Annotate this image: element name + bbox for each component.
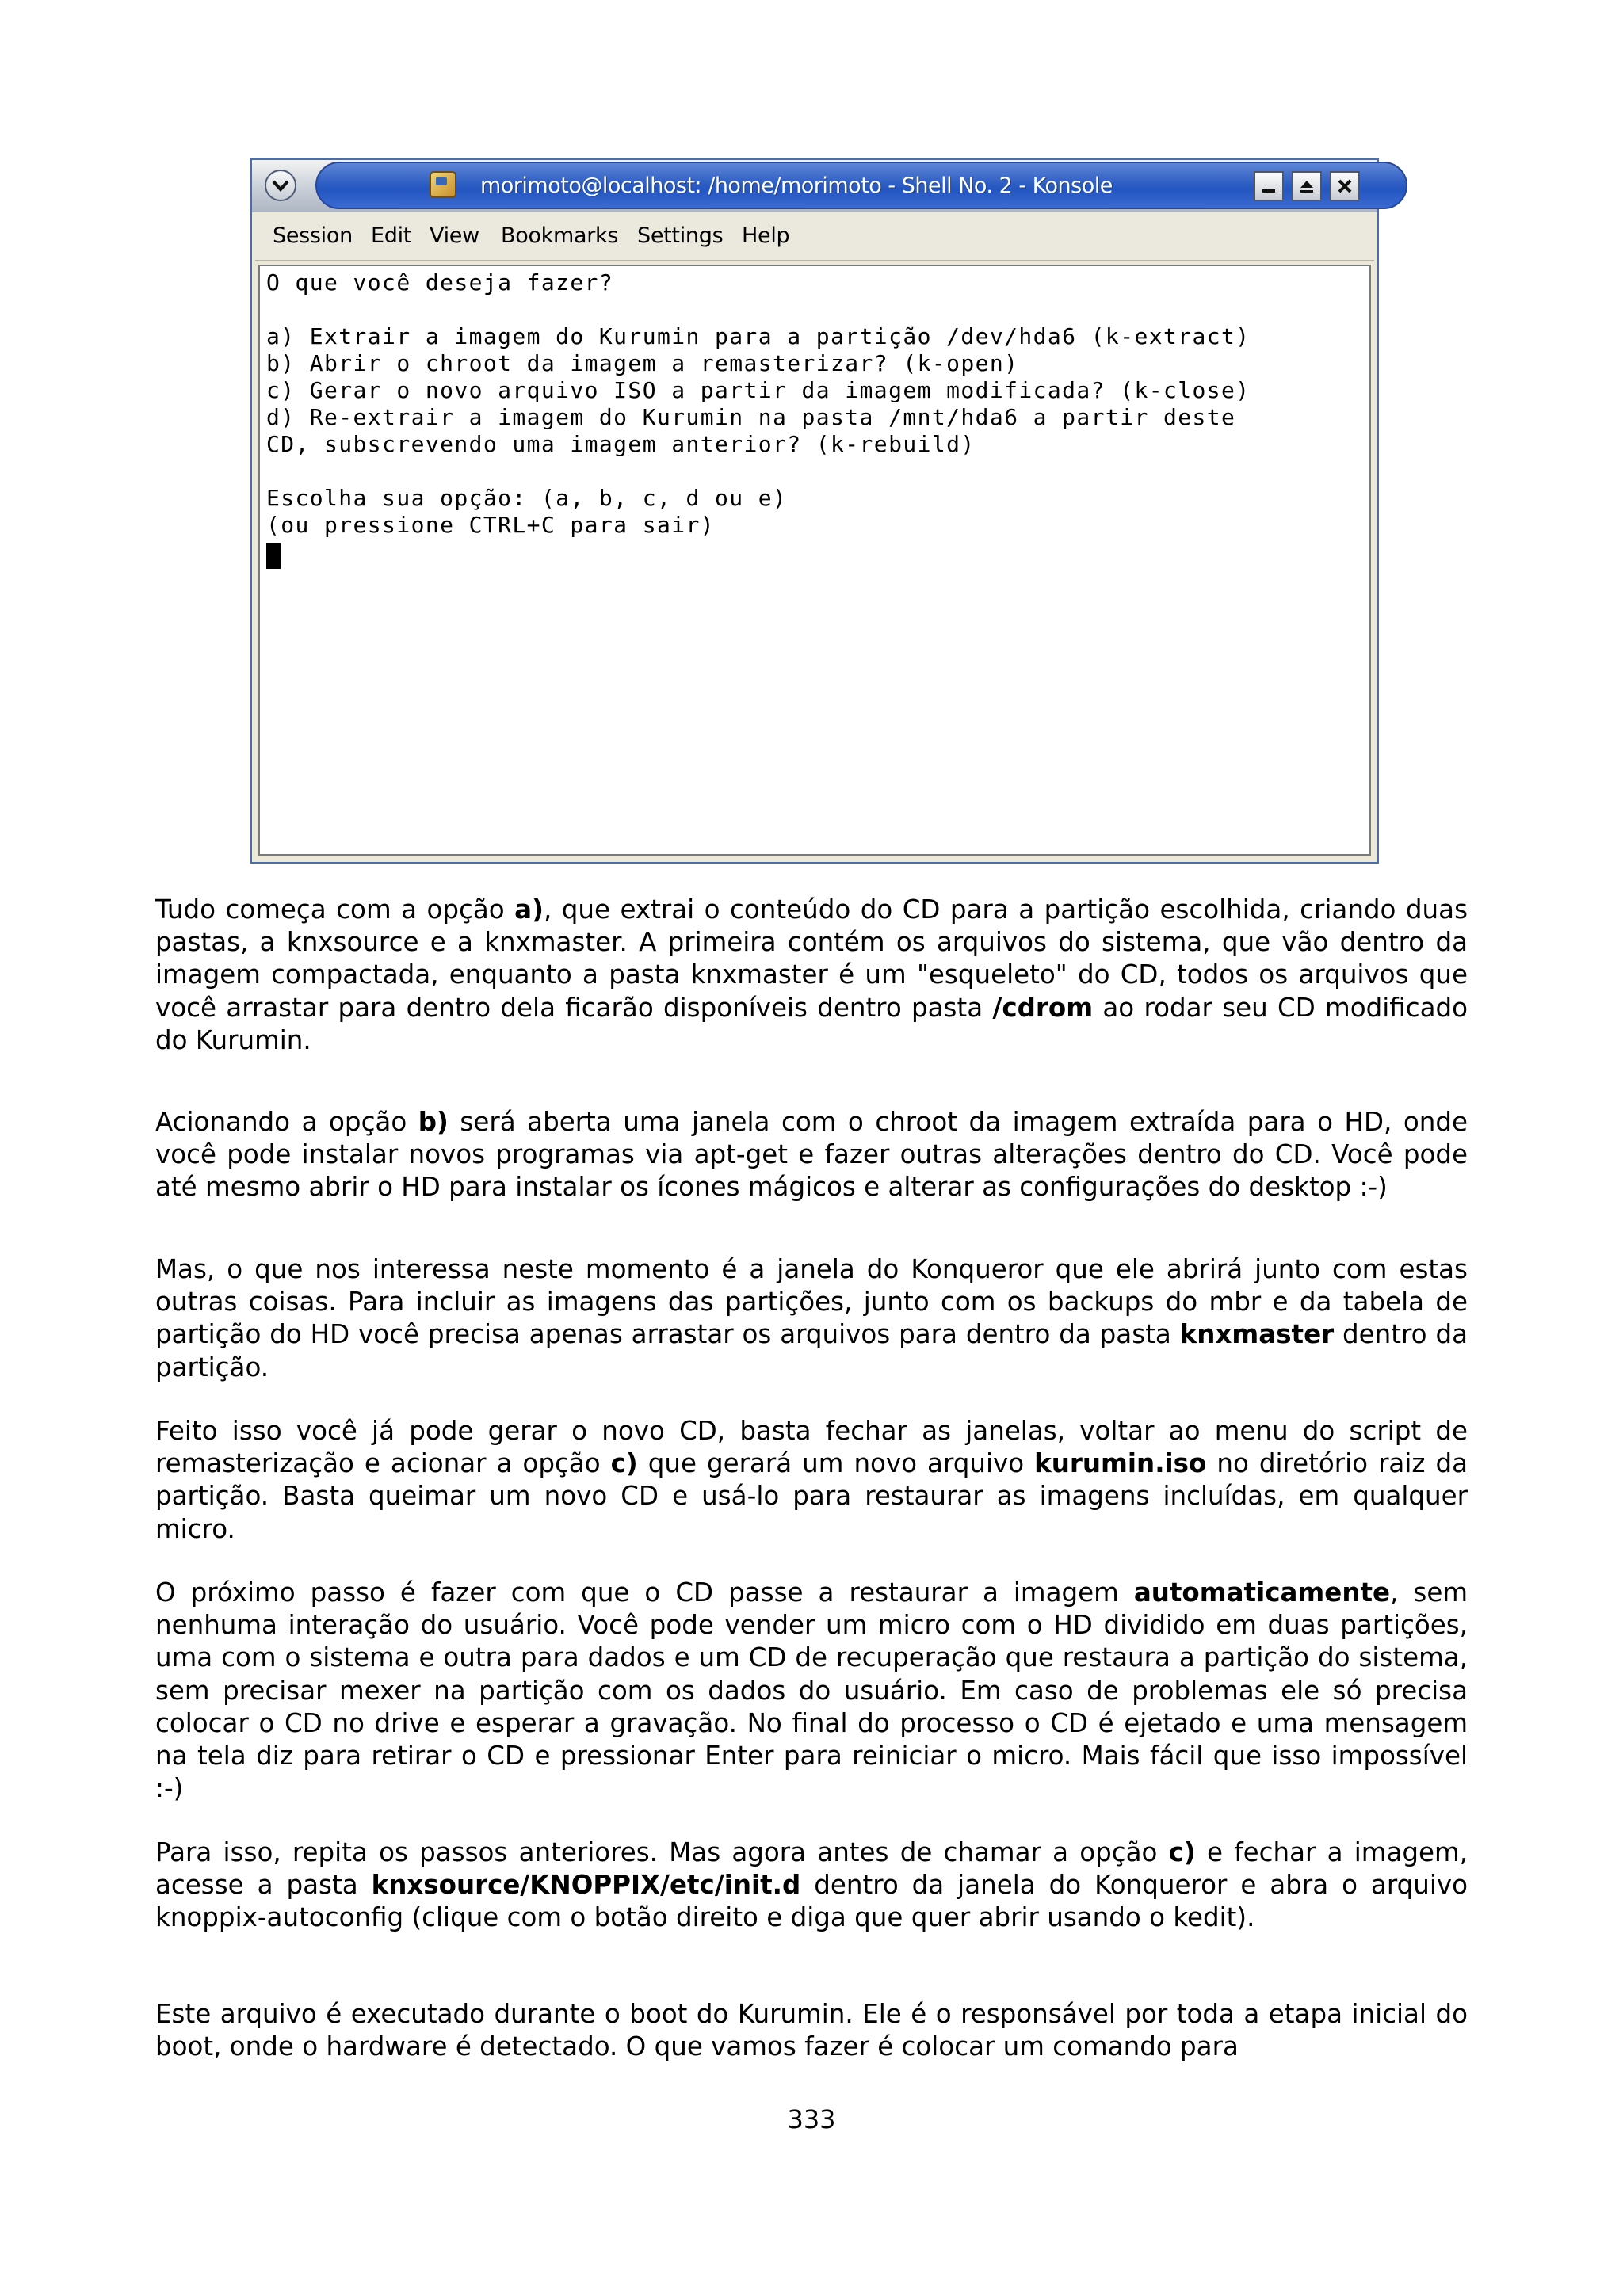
terminal-line: O que você deseja fazer?: [266, 269, 614, 296]
maximize-icon: [1298, 177, 1316, 195]
text-run: dentro da partição.: [155, 1319, 1468, 1383]
menu-settings[interactable]: Settings: [637, 223, 724, 248]
window-menu-button[interactable]: [265, 170, 296, 201]
bold-text: knxmaster: [1179, 1319, 1335, 1350]
terminal-line: (ou pressione CTRL+C para sair): [266, 512, 715, 538]
menu-bar: [255, 214, 1374, 261]
text-run: dentro da janela do Konqueror e abra o arquivo knoppix-autoconfig (clique com o botão direito e diga que quer abrir usando o kedit).: [155, 1870, 1468, 1933]
terminal-line: b) Abrir o chroot da imagem a remasterizar? (k-open): [266, 350, 1019, 376]
bold-text: kurumin.iso: [1034, 1448, 1207, 1479]
terminal-line: CD, subscrevendo uma imagem anterior? (k-rebuild): [266, 431, 976, 457]
menu-bookmarks[interactable]: Bookmarks: [501, 223, 619, 248]
text-run: Mas, o que nos interessa neste momento é a janela do Konqueror que ele abrirá junto com estas outras coisas. Para incluir as imagens das partições, junto com os backups do mbr e da tabela de partição do HD você precisa apenas arrastar os arquivos para dentro da pasta: [155, 1254, 1468, 1350]
text-run: e fechar a imagem, acesse a pasta: [155, 1837, 1468, 1901]
chevron-down-icon: [272, 179, 289, 192]
terminal-line: a) Extrair a imagem do Kurumin para a partição /dev/hda6 (k-extract): [266, 323, 1251, 349]
bold-text: /cdrom: [992, 992, 1094, 1023]
paragraph-4: [155, 1415, 1468, 1546]
menu-help[interactable]: Help: [742, 223, 790, 248]
paragraph-2: [155, 1106, 1468, 1204]
text-run: , que extrai o conteúdo do CD para a partição escolhida, criando duas pastas, a knxsource e a knxmaster. A primeira contém os arquivos do sistema, que vão dentro da imagem compactada, enquanto a pasta knxmaster é um "esqueleto" do CD, todos os arquivos que você arrastar para dentro dela ficarão disponíveis dentro pasta: [155, 894, 1468, 1023]
bold-text: c): [1168, 1837, 1196, 1867]
text-run: que gerará um novo arquivo: [637, 1448, 1035, 1479]
konsole-icon: [430, 171, 456, 198]
title-bar[interactable]: [252, 160, 1377, 212]
paragraph-6: [155, 1836, 1468, 1935]
bold-text: automaticamente: [1133, 1577, 1391, 1608]
minimize-icon: [1260, 177, 1277, 195]
close-icon: [1336, 177, 1354, 195]
title-pill: [315, 162, 1407, 209]
bold-text: b): [418, 1107, 449, 1137]
text-run: O próximo passo é fazer com que o CD passe a restaurar a imagem: [155, 1577, 1134, 1608]
terminal-line: c) Gerar o novo arquivo ISO a partir da imagem modificada? (k-close): [266, 377, 1251, 403]
paragraph-5: [155, 1577, 1468, 1805]
text-run: ao rodar seu CD modificado do Kurumin.: [155, 992, 1468, 1055]
terminal-line: Escolha sua opção: (a, b, c, d ou e): [266, 485, 788, 511]
bold-text: a): [514, 894, 544, 925]
menu-view[interactable]: View: [430, 223, 479, 248]
paragraph-7: [155, 1998, 1468, 2063]
window-title: morimoto@localhost: /home/morimoto - Shell No. 2 - Konsole: [480, 174, 1113, 198]
maximize-button[interactable]: [1292, 171, 1322, 201]
text-run: Tudo começa com a opção: [155, 894, 515, 925]
menu-edit[interactable]: Edit: [371, 223, 412, 248]
text-run: no diretório raiz da partição. Basta queimar um novo CD e usá-lo para restaurar as imagens incluídas, em qualquer micro.: [155, 1448, 1468, 1544]
terminal-line: d) Re-extrair a imagem do Kurumin na pasta /mnt/hda6 a partir deste: [266, 404, 1236, 430]
minimize-button[interactable]: [1254, 171, 1284, 201]
paragraph-1: [155, 894, 1468, 1057]
text-run: Acionando a opção: [155, 1107, 418, 1137]
text-run: Para isso, repita os passos anteriores. Mas agora antes de chamar a opção: [155, 1837, 1169, 1867]
terminal-cursor: [266, 543, 281, 569]
text-run: Feito isso você já pode gerar o novo CD, basta fechar as janelas, voltar ao menu do script de remasterização e acionar a opção: [155, 1416, 1468, 1479]
close-button[interactable]: [1330, 171, 1360, 201]
terminal-area[interactable]: [258, 265, 1371, 856]
text-run: Este arquivo é executado durante o boot do Kurumin. Ele é o responsável por toda a etapa inicial do boot, onde o hardware é detectado. O que vamos fazer é colocar um comando para: [155, 1999, 1468, 2062]
paragraph-3: [155, 1253, 1468, 1384]
menu-session[interactable]: Session: [273, 223, 353, 248]
konsole-window: [250, 158, 1379, 864]
page-number: 333: [787, 2104, 836, 2134]
bold-text: c): [610, 1448, 638, 1479]
text-run: será aberta uma janela com o chroot da imagem extraída para o HD, onde você pode instalar novos programas via apt-get e fazer outras alterações dentro do CD. Você pode até mesmo abrir o HD para instalar os ícones mágicos e alterar as configurações do desktop :-): [155, 1107, 1468, 1203]
bold-text: knxsource/KNOPPIX/etc/init.d: [371, 1870, 801, 1901]
text-run: , sem nenhuma interação do usuário. Você pode vender um micro com o HD dividido em duas partições, uma com o sistema e outra para dados e um CD de recuperação que restaura a partição do sistema, sem precisar mexer na partição com os dados do usuário. Em caso de problemas ele só precisa colocar o CD no drive e esperar a gravação. No final do processo o CD é ejetado e uma mensagem na tela diz para retirar o CD e pressionar Enter para reiniciar o micro. Mais fácil que isso impossível :-): [155, 1577, 1468, 1804]
